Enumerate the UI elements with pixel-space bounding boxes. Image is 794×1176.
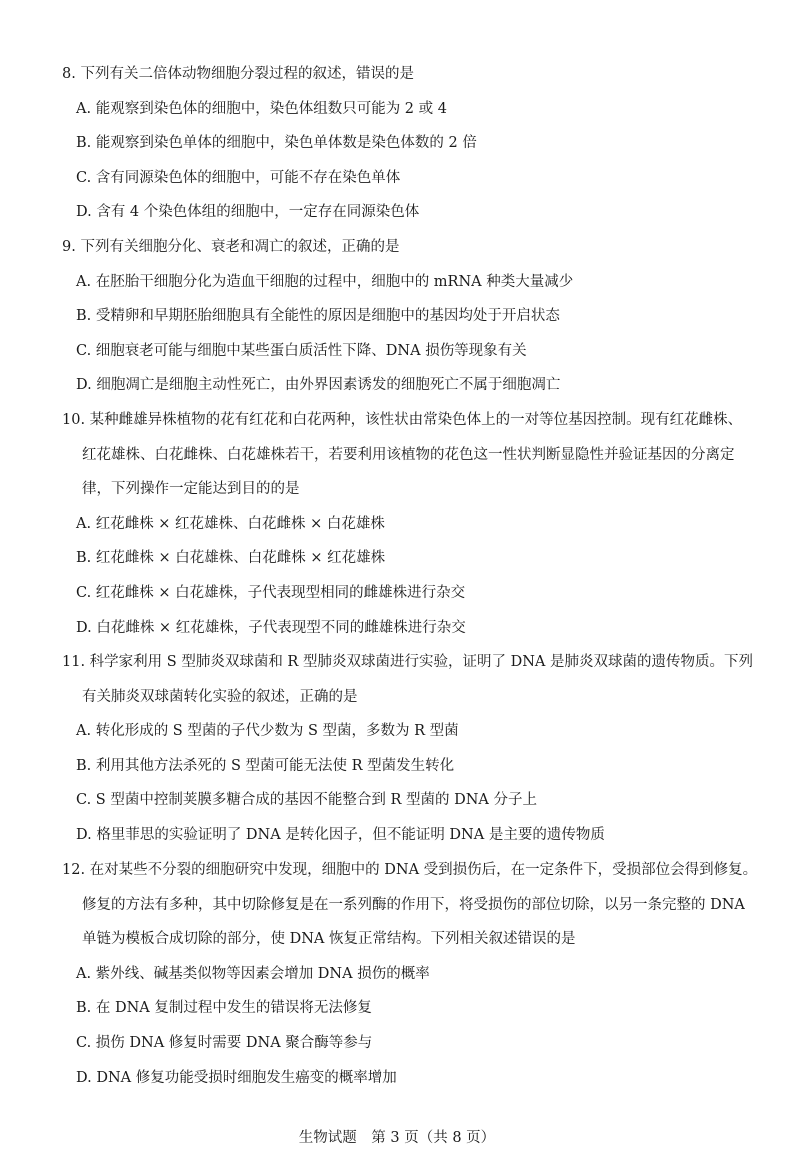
question-stem-line: 10. 某种雌雄异株植物的花有红花和白花两种，该性状由常染色体上的一对等位基因控制。现有红花雌株、	[62, 412, 743, 428]
option-c: C. 含有同源染色体的细胞中，可能不存在染色单体	[76, 169, 401, 186]
question-11	[62, 652, 782, 860]
question-10	[62, 410, 782, 652]
option-a: A. 能观察到染色体的细胞中，染色体组数只可能为 2 或 4	[76, 100, 447, 117]
option-c: C. 红花雌株 × 白花雄株，子代表现型相同的雌雄株进行杂交	[76, 584, 466, 601]
option-c: C. 细胞衰老可能与细胞中某些蛋白质活性下降、DNA 损伤等现象有关	[76, 342, 527, 359]
option-b: B. 利用其他方法杀死的 S 型菌可能无法使 R 型菌发生转化	[76, 757, 455, 774]
option-d: D. 格里菲思的实验证明了 DNA 是转化因子，但不能证明 DNA 是主要的遗传物质	[76, 826, 605, 843]
option-a: A. 转化形成的 S 型菌的子代少数为 S 型菌，多数为 R 型菌	[76, 723, 459, 740]
question-stem-line: 有关肺炎双球菌转化实验的叙述，正确的是	[82, 688, 358, 705]
option-a: A. 红花雌株 × 红花雄株、白花雌株 × 白花雄株	[76, 515, 385, 532]
option-c: C. S 型菌中控制荚膜多糖合成的基因不能整合到 R 型菌的 DNA 分子上	[76, 792, 537, 809]
question-stem-line: 12. 在对某些不分裂的细胞研究中发现，细胞中的 DNA 受到损伤后，在一定条件下，受损部位会得到修复。	[62, 862, 758, 878]
option-d: D. 细胞凋亡是细胞主动性死亡，由外界因素诱发的细胞死亡不属于细胞凋亡	[76, 377, 561, 394]
question-9	[62, 237, 782, 410]
option-b: B. 红花雌株 × 白花雄株、白花雌株 × 红花雄株	[76, 550, 386, 567]
question-stem-line: 单链为模板合成切除的部分，使 DNA 恢复正常结构。下列相关叙述错误的是	[82, 931, 576, 948]
question-stem-line: 律，下列操作一定能达到目的的是	[82, 481, 300, 498]
question-12	[62, 860, 782, 1102]
option-b: B. 能观察到染色单体的细胞中，染色单体数是染色体数的 2 倍	[76, 135, 477, 152]
question-stem-line: 8. 下列有关二倍体动物细胞分裂过程的叙述，错误的是	[62, 66, 414, 82]
option-a: A. 在胚胎干细胞分化为造血干细胞的过程中，细胞中的 mRNA 种类大量减少	[76, 273, 574, 290]
question-stem-line: 修复的方法有多种，其中切除修复是在一系列酶的作用下，将受损伤的部位切除，以另一条完整的 DNA	[82, 896, 745, 913]
option-a: A. 紫外线、碱基类似物等因素会增加 DNA 损伤的概率	[76, 965, 430, 982]
question-stem-line: 9. 下列有关细胞分化、衰老和凋亡的叙述，正确的是	[62, 239, 400, 255]
option-b: B. 受精卵和早期胚胎细胞具有全能性的原因是细胞中的基因均处于开启状态	[76, 308, 560, 325]
option-b: B. 在 DNA 复制过程中发生的错误将无法修复	[76, 1000, 372, 1017]
option-d: D. 含有 4 个染色体组的细胞中，一定存在同源染色体	[76, 204, 420, 221]
option-c: C. 损伤 DNA 修复时需要 DNA 聚合酶等参与	[76, 1034, 373, 1051]
option-d: D. 白花雌株 × 红花雄株，子代表现型不同的雌雄株进行杂交	[76, 619, 466, 636]
question-stem-line: 红花雄株、白花雌株、白花雄株若干，若要利用该植物的花色这一性状判断显隐性并验证基因的分离定	[82, 446, 735, 463]
question-8	[62, 64, 782, 237]
question-stem-line: 11. 科学家利用 S 型肺炎双球菌和 R 型肺炎双球菌进行实验，证明了 DNA 是肺炎双球菌的遗传物质。下列	[62, 654, 753, 670]
page-footer: 生物试题 第 3 页（共 8 页）	[298, 1130, 496, 1146]
option-d: D. DNA 修复功能受损时细胞发生癌变的概率增加	[76, 1069, 397, 1086]
